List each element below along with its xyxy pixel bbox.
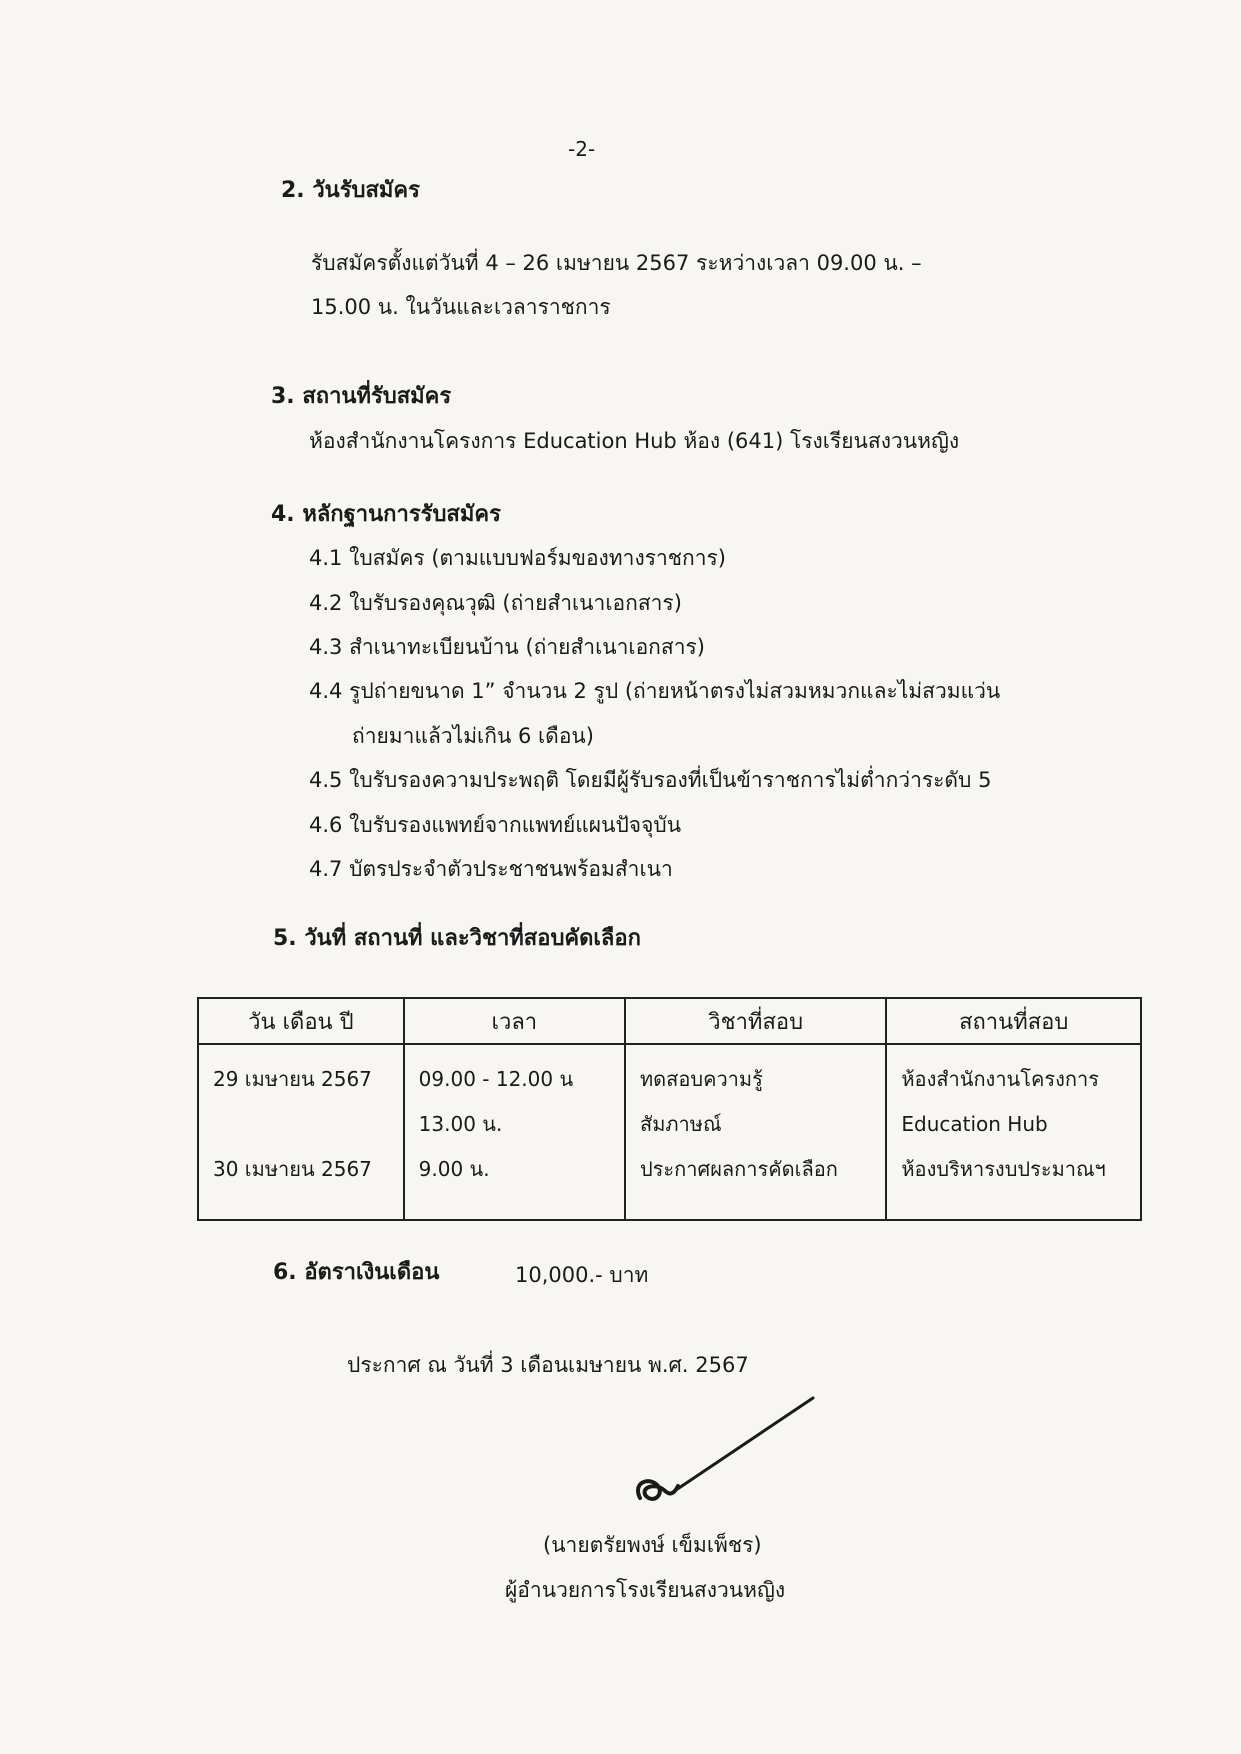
section-3-line-1: ห้องสำนักงานโครงการ Education Hub ห้อง (641) โรงเรียนสงวนหญิง [309,429,960,453]
place-value: ห้องบริหารงบประมาณฯ [901,1157,1106,1181]
date-value: 30 เมษายน 2567 [213,1157,372,1181]
table-row [198,1044,1141,1220]
doc-item: 4.7 บัตรประจำตัวประชาชนพร้อมสำเนา [309,857,673,881]
signature-mark [630,1390,830,1515]
subject-cell [625,1044,886,1220]
section-2-line-2: 15.00 น. ในวันและเวลาราชการ [311,295,611,319]
doc-item-continued: ถ่ายมาแล้วไม่เกิน 6 เดือน) [352,724,594,748]
doc-item: 4.6 ใบรับรองแพทย์จากแพทย์แผนปัจจุบัน [309,813,682,837]
doc-item: 4.4 รูปถ่ายขนาด 1” จำนวน 2 รูป (ถ่ายหน้าตรงไม่สวมหมวกและไม่สวมแว่น [309,679,1001,703]
section-3-heading: 3. สถานที่รับสมัคร [271,384,452,409]
header-subject: วิชาที่สอบ [625,998,886,1044]
signer-title: ผู้อำนวยการโรงเรียนสงวนหญิง [505,1578,786,1602]
time-value: 13.00 น. [418,1112,503,1136]
doc-item: 4.5 ใบรับรองความประพฤติ โดยมีผู้รับรองที่เป็นข้าราชการไม่ต่ำกว่าระดับ 5 [309,768,992,792]
section-2-line-1: รับสมัครตั้งแต่วันที่ 4 – 26 เมษายน 2567 ระหว่างเวลา 09.00 น. – [311,251,922,275]
header-place: สถานที่สอบ [886,998,1141,1044]
page-number: -2- [568,137,596,161]
subject-value: ประกาศผลการคัดเลือก [639,1157,838,1181]
date-value [213,1102,393,1147]
table-header-row [198,998,1141,1044]
announcement-date: ประกาศ ณ วันที่ 3 เดือนเมษายน พ.ศ. 2567 [347,1353,749,1377]
doc-item: 4.3 สำเนาทะเบียนบ้าน (ถ่ายสำเนาเอกสาร) [309,635,705,659]
exam-schedule-table [197,997,1142,1221]
section-4-heading: 4. หลักฐานการรับสมัคร [271,502,501,527]
time-value: 09.00 - 12.00 น [418,1067,574,1091]
date-value: 29 เมษายน 2567 [213,1067,372,1091]
salary-value: 10,000.- บาท [515,1263,649,1287]
signer-name: (นายตรัยพงษ์ เข็มเพ็ชร) [543,1533,762,1557]
subject-value: สัมภาษณ์ [639,1112,722,1136]
place-cell [886,1044,1141,1220]
header-date: วัน เดือน ปี [198,998,404,1044]
section-6-heading: 6. อัตราเงินเดือน [273,1260,440,1285]
section-2-heading: 2. วันรับสมัคร [281,178,420,203]
doc-item: 4.2 ใบรับรองคุณวุฒิ (ถ่ายสำเนาเอกสาร) [309,591,682,615]
place-value: ห้องสำนักงานโครงการ [901,1067,1099,1091]
doc-item: 4.1 ใบสมัคร (ตามแบบฟอร์มของทางราชการ) [309,546,726,570]
subject-value: ทดสอบความรู้ [639,1067,763,1091]
time-cell [404,1044,625,1220]
section-5-heading: 5. วันที่ สถานที่ และวิชาที่สอบคัดเลือก [273,926,641,951]
place-value: Education Hub [901,1112,1048,1136]
time-value: 9.00 น. [418,1157,490,1181]
date-cell [198,1044,404,1220]
header-time: เวลา [404,998,625,1044]
